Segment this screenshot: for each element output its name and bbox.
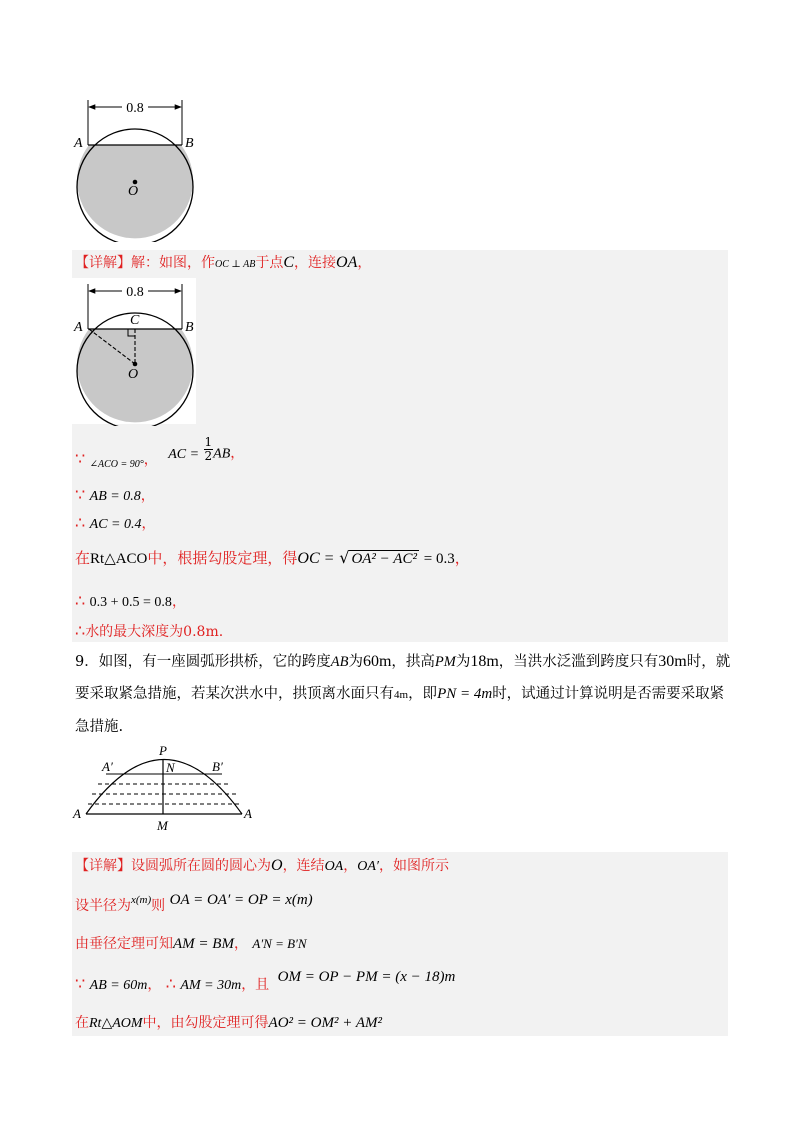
solution-2-step-5: 在Rt△AOM中，由勾股定理可得AO² = OM² + AM²: [75, 1015, 382, 1031]
point-b-label: B: [185, 320, 194, 335]
point-p-label: P: [159, 743, 167, 758]
solution-2-step-4: ∵ AB = 60m， ∴ AM = 30m，且 OM = OP − PM = (x − 18)m: [75, 969, 456, 993]
point-a-left-label: A: [73, 806, 81, 821]
point-o-label: O: [128, 184, 139, 199]
point-n-label: N: [166, 760, 175, 775]
point-a-prime-label: A′: [102, 759, 113, 774]
point-b-label: B: [185, 136, 194, 151]
solution-1-step-1: ∵ $_{\angle ACO = 90^\circ}$， AC = $\frac{1}{2}$ AB，: [75, 435, 245, 470]
question-9-line-3: 急措施.: [75, 719, 124, 735]
figure-circle-2: [70, 276, 210, 426]
solution-1-step-5: ∴ 0.3 + 0.5 = 0.8，: [75, 591, 186, 610]
point-o-label: O: [128, 367, 139, 382]
point-a-label: A: [74, 320, 83, 335]
solution-1-intro: 【详解】解：如图，作OC ⊥ AB于点C，连接OA，: [75, 254, 372, 271]
solution-1-step-3: ∴ AC = 0.4，: [75, 513, 156, 532]
point-b-prime-label: B′: [212, 759, 223, 774]
figure-circle-1: [70, 92, 210, 242]
solution-1-step-2: ∵ AB = 0.8，: [75, 485, 155, 504]
solution-1-conclusion: ∴水的最大深度为0.8m.: [75, 621, 224, 640]
figure-arch-bridge: [70, 740, 270, 840]
point-m-label: M: [157, 818, 168, 833]
point-a-label: A: [74, 136, 83, 151]
point-c-label: C: [130, 313, 140, 328]
fraction-one-half: $\frac{1}{2}$: [204, 435, 213, 463]
width-label: 0.8: [126, 101, 144, 116]
sqrt-expression: √ OA² − AC²: [339, 548, 417, 567]
question-9-line-1: 9．如图，有一座圆弧形拱桥，它的跨度AB为60m，拱高PM为18m，当洪水泛滥到跨度只有30m时，就: [75, 653, 731, 670]
point-a-right-label: A: [244, 806, 252, 821]
width-label: 0.8: [126, 285, 144, 300]
solution-2-step-3: 由垂径定理可知AM = BM， A′N = B′N: [75, 936, 307, 952]
center-dot: [133, 362, 138, 367]
question-9-line-2: 要采取紧急措施，若某次洪水中，拱顶离水面只有4m，即PN = 4m时，试通过计算说明是否需要采取紧: [75, 686, 725, 702]
solution-1-step-4: 在Rt△ACO中，根据勾股定理，得OC = √ OA² − AC² = 0.3，: [75, 548, 470, 567]
solution-2-step-1: 【详解】设圆弧所在圆的圆心为O，连结OA，OA′，如图所示: [75, 857, 449, 874]
question-9: [75, 646, 735, 743]
solution-2-step-2: 设半径为x(m)则 OA = OA′ = OP = x(m): [75, 892, 313, 914]
